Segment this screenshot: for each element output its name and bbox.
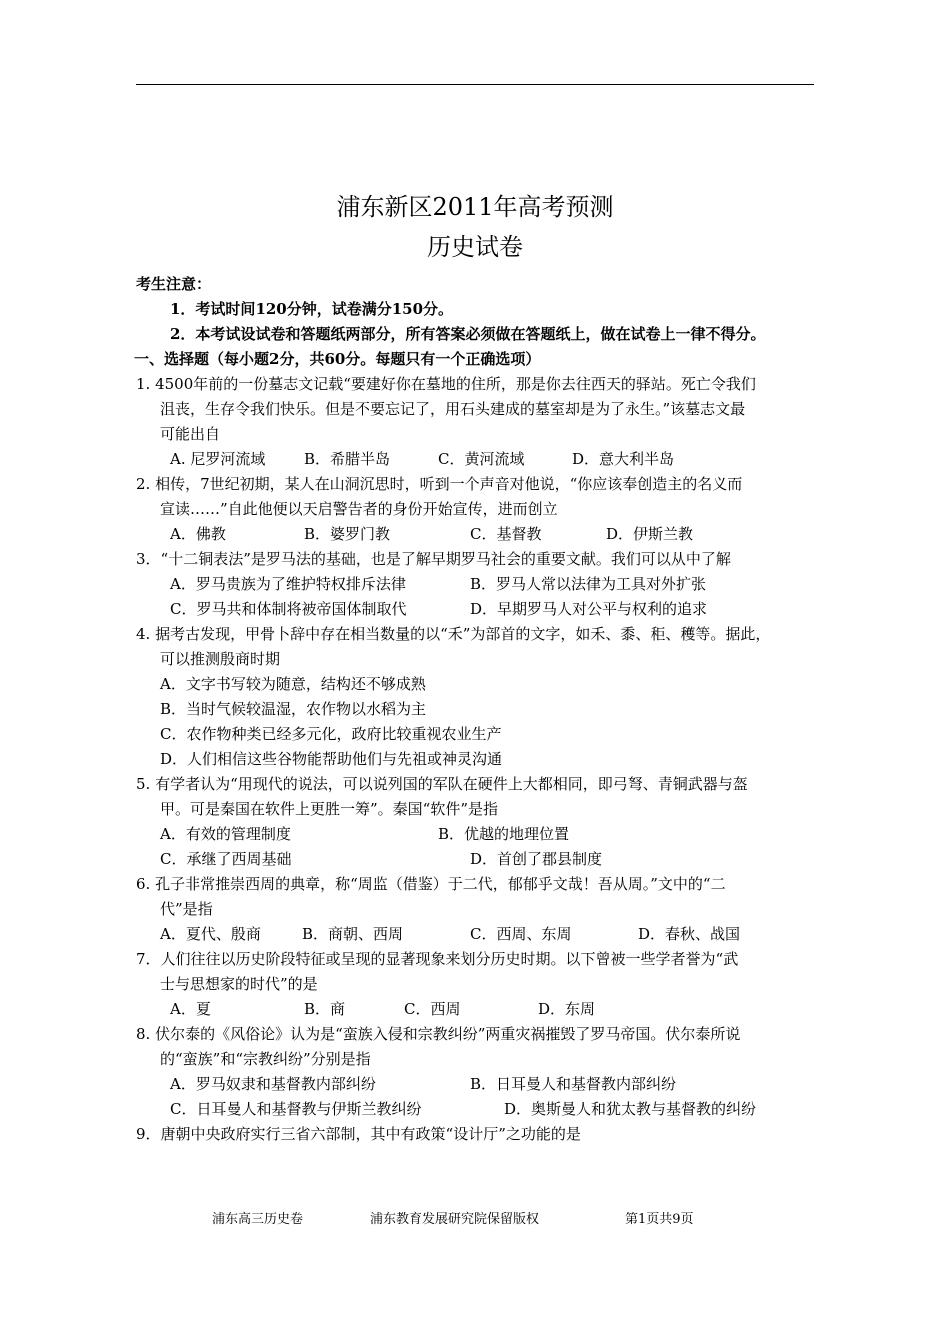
option-b: B．商 — [304, 1000, 346, 1018]
question-text: 宣读……”自此他便以天启警告者的身份开始宣传，进而创立 — [160, 500, 558, 518]
question-5 — [136, 772, 816, 872]
option-a: A．文字书写较为随意，结构还不够成熟 — [160, 675, 426, 693]
option-d: D．春秋、战国 — [638, 925, 741, 943]
question-text: 甲。可是秦国在软件上更胜一筹”。秦国“软件”是指 — [160, 800, 499, 818]
footer-left: 浦东高三历史卷 — [212, 1212, 304, 1227]
option-b: B．日耳曼人和基督教内部纠纷 — [470, 1075, 677, 1093]
option-b: B．商朝、西周 — [302, 925, 404, 943]
footer-page-number: 第1页共9页 — [625, 1212, 694, 1227]
question-text: 士与思想家的时代”的是 — [160, 975, 318, 993]
section-heading: 一、选择题（每小题2分，共60分。每题只有一个正确选项） — [134, 350, 541, 368]
question-text: 8. 伏尔泰的《风俗论》认为是“蛮族入侵和宗教纠纷”两重灾祸摧毁了罗马帝国。伏尔泰所说 — [136, 1025, 741, 1043]
question-text: 5. 有学者认为“用现代的说法，可以说列国的军队在硬件上大都相同，即弓弩、青铜武器与盔 — [136, 775, 748, 793]
option-c: C．基督教 — [470, 525, 542, 543]
question-text: 9．唐朝中央政府实行三省六部制，其中有政策“设计厅”之功能的是 — [136, 1125, 581, 1143]
question-8 — [136, 1022, 816, 1122]
option-c: C．农作物种类已经多元化，政府比较重视农业生产 — [160, 725, 502, 743]
option-b: B．当时气候较温湿，农作物以水稻为主 — [160, 700, 427, 718]
exam-subtitle: 历史试卷 — [427, 233, 523, 261]
option-d: D．人们相信这些谷物能帮助他们与先祖或神灵沟通 — [160, 750, 503, 768]
question-9 — [136, 1122, 816, 1147]
option-a: A．佛教 — [170, 525, 226, 543]
question-2 — [136, 472, 816, 547]
header-rule — [136, 84, 814, 85]
option-b: B．罗马人常以法律为工具对外扩张 — [470, 575, 707, 593]
option-d: D．东周 — [538, 1000, 596, 1018]
question-text: 2. 相传，7世纪初期，某人在山洞沉思时，听到一个声音对他说，“你应该奉创造主的名义而 — [136, 475, 743, 493]
option-b: B．希腊半岛 — [304, 450, 391, 468]
question-text: 6. 孔子非常推崇西周的典章，称“周监（借鉴）于二代，郁郁乎文哉！吾从周。”文中的“二 — [136, 875, 726, 893]
option-a: A．罗马奴隶和基督教内部纠纷 — [170, 1075, 376, 1093]
question-text: 的“蛮族”和“宗教纠纷”分别是指 — [160, 1050, 371, 1068]
exam-body — [136, 272, 816, 1147]
option-d: D．奥斯曼人和犹太教与基督教的纠纷 — [504, 1100, 757, 1118]
question-text: 3．“十二铜表法”是罗马法的基础，也是了解早期罗马社会的重要文献。我们可以从中了解 — [136, 550, 731, 568]
question-6 — [136, 872, 816, 947]
option-a: A. 尼罗河流域 — [170, 450, 266, 468]
question-text: 7．人们往往以历史阶段特征或呈现的显著现象来划分历史时期。以下曾被一些学者誉为“武 — [136, 950, 739, 968]
option-b: B．婆罗门教 — [304, 525, 391, 543]
question-7 — [136, 947, 816, 1022]
question-text: 沮丧，生存令我们快乐。但是不要忘记了，用石头建成的墓室却是为了永生。”该墓志文最 — [160, 400, 746, 418]
option-c: C．日耳曼人和基督教与伊斯兰教纠纷 — [170, 1100, 422, 1118]
option-a: A．夏代、殷商 — [160, 925, 261, 943]
option-d: D．首创了郡县制度 — [470, 850, 603, 868]
question-text: 可能出自 — [160, 425, 221, 443]
notice-item: 1．考试时间120分钟，试卷满分150分。 — [170, 300, 454, 318]
question-text: 可以推测殷商时期 — [160, 650, 281, 668]
option-c: C．西周 — [404, 1000, 461, 1018]
question-3 — [136, 547, 816, 622]
option-a: A．罗马贵族为了维护特权排斥法律 — [170, 575, 406, 593]
question-text: 4. 据考古发现，甲骨卜辞中存在相当数量的以“禾”为部首的文字，如禾、黍、秬、穫等。据此， — [136, 625, 771, 643]
option-a: A．有效的管理制度 — [160, 825, 291, 843]
option-c: C．承继了西周基础 — [160, 850, 292, 868]
option-d: D．早期罗马人对公平与权利的追求 — [470, 600, 708, 618]
notice-heading: 考生注意： — [136, 275, 212, 293]
option-a: A．夏 — [170, 1000, 211, 1018]
question-text: 1. 4500年前的一份墓志文记载“要建好你在墓地的住所，那是你去往西天的驿站。死亡令我们 — [136, 375, 756, 393]
question-text: 代”是指 — [160, 900, 213, 918]
option-b: B．优越的地理位置 — [438, 825, 570, 843]
question-1 — [136, 372, 816, 472]
question-4 — [136, 622, 816, 772]
notice-item: 2．本考试设试卷和答题纸两部分，所有答案必须做在答题纸上，做在试卷上一律不得分。 — [170, 325, 766, 343]
exam-title: 浦东新区2011年高考预测 — [336, 193, 614, 221]
option-c: C．罗马共和体制将被帝国体制取代 — [170, 600, 407, 618]
footer-center: 浦东教育发展研究院保留版权 — [370, 1212, 540, 1227]
option-d: D．意大利半岛 — [572, 450, 675, 468]
option-c: C．西周、东周 — [470, 925, 572, 943]
option-d: D．伊斯兰教 — [606, 525, 694, 543]
option-c: C．黄河流域 — [438, 450, 525, 468]
